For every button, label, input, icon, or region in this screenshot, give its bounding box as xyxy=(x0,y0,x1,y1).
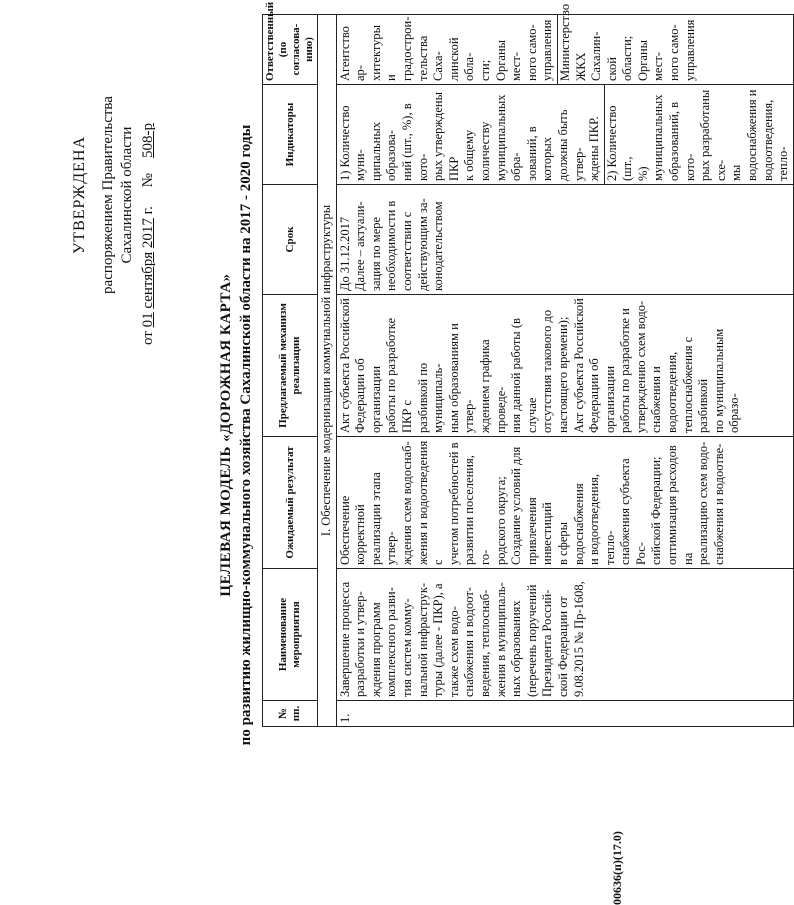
header-indicators: Индикаторы xyxy=(263,85,318,185)
row-num: 1. xyxy=(336,701,793,727)
row-mechanism: Акт субъекта Российской Федерации об организации работы по разработке ПКР с разбивкой по муниципаль- ным образованиям и утвер- ждением графика проведе- ния данной работы (в случае отсутствия такового до настоящего времени); Акт субъекта Российской Федерации об организации работы по разработке и утверждению схем водо- снабжения и водоотведения, теплоснабжения с разбивкой по муниципальным образо- xyxy=(336,295,793,437)
row-result: Обеспечение корректной реализации этапа утвер- ждения схем водоснаб- жения и водоотведения с учетом потребностей в развитии поселения, го- родского округа; Создание условий для привлечения инвестиций в сферы водоснабжения и водоотведения, тепло- снабжения субъекта Рос- сийской Федерации; оптимизация расходов на реализацию схем водо- снабжения и водоотве- xyxy=(336,437,793,569)
responsible-2: Министерство ЖКХ Сахалин- ской области; Органы мест- ного само- управления xyxy=(557,15,698,84)
date-day: 01 xyxy=(140,312,156,328)
row-responsible xyxy=(336,3,793,85)
title-line2: по развитию жилищно-коммунального хозяйства Сахалинской области на 2017 - 2020 годы xyxy=(238,124,254,746)
indicator-1: 1) Количество муни- ципальных образова- ний (шт., %), в кото- рых утверждены ПКР к общему количеству муниципальных обра- зований, в которых должны быть утвер- ждены ПКР. xyxy=(337,92,602,181)
document-title xyxy=(216,115,256,755)
date-prefix: от xyxy=(140,331,156,345)
document-number: 508-р xyxy=(140,123,156,159)
header-mechanism: Предлагаемый механизм реализации xyxy=(263,295,318,437)
approval-date-line xyxy=(139,45,158,345)
header-result: Ожидаемый результат xyxy=(263,437,318,569)
header-name: Наименование мероприятия xyxy=(263,569,318,701)
number-label: № xyxy=(140,173,156,188)
indicator-2: 2) Количество (шт., %) муниципальных образований, в кото- рых разработаны схе- мы водоснабжения и водоотведения, тепло- xyxy=(604,85,792,184)
header-num: № пп. xyxy=(263,701,318,727)
section-title: I. Обеспечение модернизации коммунальной инфраструктуры xyxy=(318,15,337,727)
date-month: сентября xyxy=(140,251,156,309)
approval-heading: УТВЕРЖДЕНА xyxy=(71,136,88,255)
approval-stamp xyxy=(70,45,158,345)
approval-line1: распоряжением Правительства xyxy=(100,96,116,294)
approval-line2: Сахалинской области xyxy=(119,126,135,264)
title-line1: ЦЕЛЕВАЯ МОДЕЛЬ «ДОРОЖНАЯ КАРТА» xyxy=(218,273,234,597)
date-suffix: г. xyxy=(140,206,156,215)
footer-code: 00636(п)(17.0) xyxy=(610,831,624,905)
roadmap-table xyxy=(262,1,794,727)
section-row xyxy=(318,15,337,727)
date-year: 2017 xyxy=(140,218,156,249)
table-row xyxy=(336,15,793,727)
table-header-row xyxy=(263,15,318,727)
row-indicators xyxy=(336,85,793,185)
row-term: До 31.12.2017 Далее – актуали- зация по мере необходимости в соответствии с действующим за- конодательством xyxy=(336,185,793,295)
header-responsible: Ответственный (по согласова- нию) xyxy=(263,15,318,85)
header-term: Срок xyxy=(263,185,318,295)
responsible-1: Агентство ар- хитектуры и градострои- тельства Саха- линской обла- сти; Органы мест- ного само- управления xyxy=(337,16,555,81)
row-name: Завершение процесса разработки и утвер- ждения программ комплексного разви- тия систем комму- нальной инфраструк- туры (далее - ПКР), а также схем водо- снабжения и водоот- ведения, теплоснаб- жения в муниципаль- ных образованиях (перечень поручений Президента Россий- ской Федерации от 9.08.2015 № Пр-1608, xyxy=(336,569,793,701)
